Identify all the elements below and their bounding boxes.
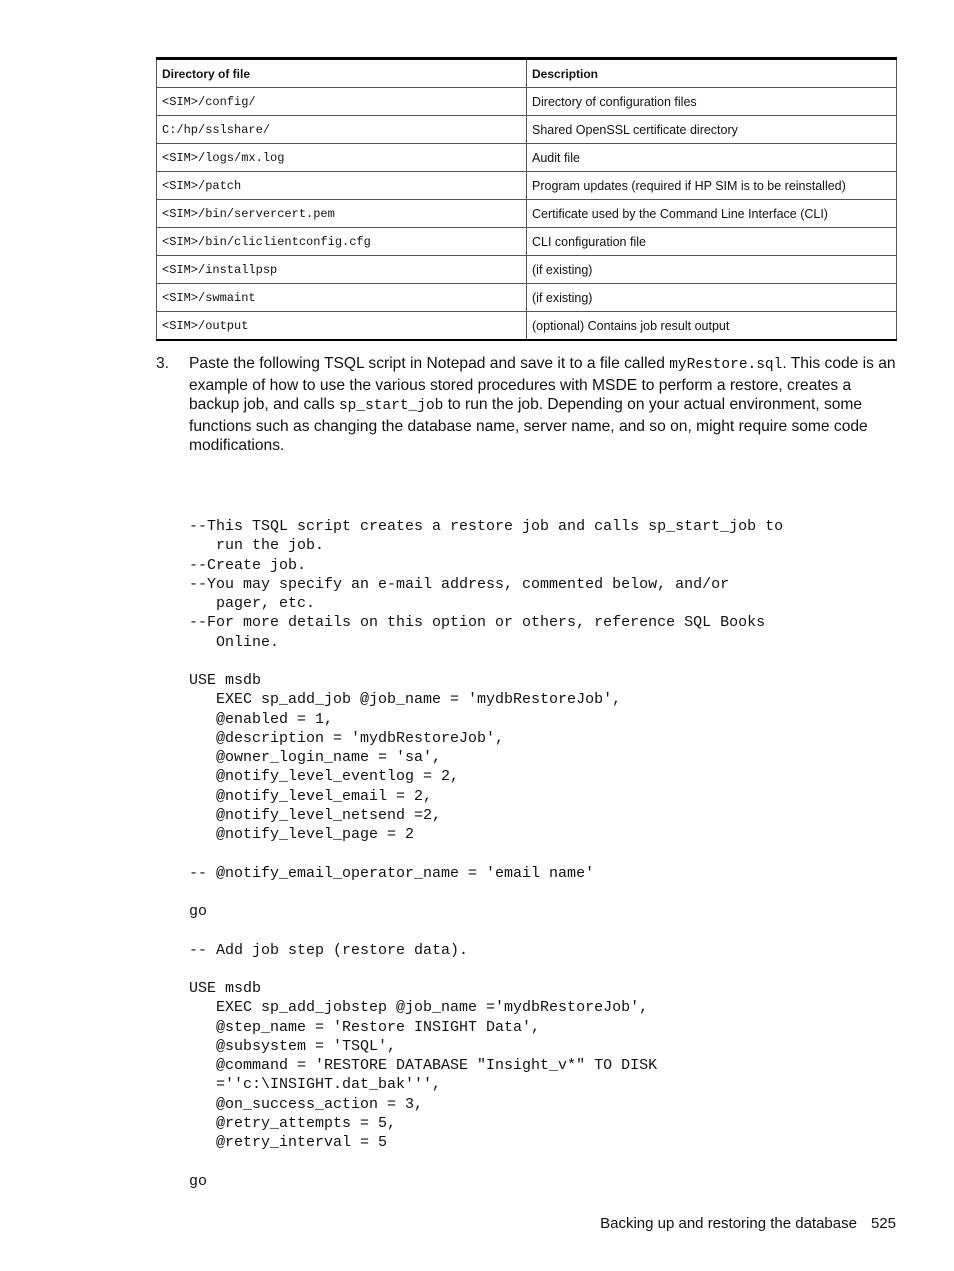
filename-code: myRestore.sql [669,357,783,373]
step-text-part: Paste the following TSQL script in Notepad and save it to a file called [189,355,670,372]
description-cell: Shared OpenSSL certificate directory [527,116,897,144]
description-cell: Directory of configuration files [527,88,897,116]
directory-cell: <SIM>/bin/servercert.pem [157,200,527,228]
directory-cell: <SIM>/logs/mx.log [157,144,527,172]
description-cell: Certificate used by the Command Line Interface (CLI) [527,200,897,228]
directory-cell: <SIM>/bin/cliclientconfig.cfg [157,228,527,256]
description-cell: Program updates (required if HP SIM is to be reinstalled) [527,172,897,200]
step-number: 3. [156,355,170,372]
directory-cell: <SIM>/config/ [157,88,527,116]
header-description: Description [527,59,897,88]
description-cell: (if existing) [527,284,897,312]
table-row [157,144,897,172]
table-row [157,200,897,228]
table-row [157,284,897,312]
step-text-part: to run the job. Depending on your actual environment, some functions such as changing the database name, server name, and so on, might require some code modifications. [189,396,868,455]
page-footer [600,1215,896,1232]
procedure-code: sp_start_job [338,398,444,415]
footer-section-title: Backing up and restoring the database [600,1215,857,1232]
description-cell: (if existing) [527,256,897,284]
description-cell: (optional) Contains job result output [527,312,897,341]
header-directory: Directory of file [157,59,527,88]
description-cell: Audit file [527,144,897,172]
directory-table [156,57,897,341]
page-number: 525 [870,1215,896,1232]
directory-cell: <SIM>/swmaint [157,284,527,312]
description-cell: CLI configuration file [527,228,897,256]
table-row [157,172,897,200]
directory-cell: C:/hp/sslshare/ [157,116,527,144]
table-row [157,228,897,256]
table-header-row [157,59,897,88]
step-text [189,354,896,456]
directory-cell: <SIM>/patch [157,172,527,200]
table-row [157,116,897,144]
tsql-code-block: --This TSQL script creates a restore job and calls sp_start_job to run the job. --Create job. --You may specify an e-mail address, commented below, and/or pager, etc. --For more details on this option or others, reference SQL Books Online. USE msdb EXEC sp_add_job @job_name = 'mydbRestoreJob', @enabled = 1, @description = 'mydbRestoreJob', @owner_login_name = 'sa', @notify_level_eventlog = 2, @notify_level_email = 2, @notify_level_netsend =2, @notify_level_page = 2 -- @notify_email_operator_name = 'email name' go -- Add job step (restore data). USE msdb EXEC sp_add_jobstep @job_name ='mydbRestoreJob', @step_name = 'Restore INSIGHT Data', @subsystem = 'TSQL', @command = 'RESTORE DATABASE "Insight_v*" TO DISK =''c:\INSIGHT.dat_bak''', @on_success_action = 3, @retry_attempts = 5, @retry_interval = 5 go [189,518,784,1190]
directory-cell: <SIM>/installpsp [157,256,527,284]
step-3 [156,354,896,456]
directory-cell: <SIM>/output [157,312,527,341]
table-row [157,312,897,341]
table-row [157,256,897,284]
table-row [157,88,897,116]
step-text-part: . This code is an example of how to use the various stored procedures with MSDE to perform a restore, creates a backup job, and calls [189,355,896,414]
